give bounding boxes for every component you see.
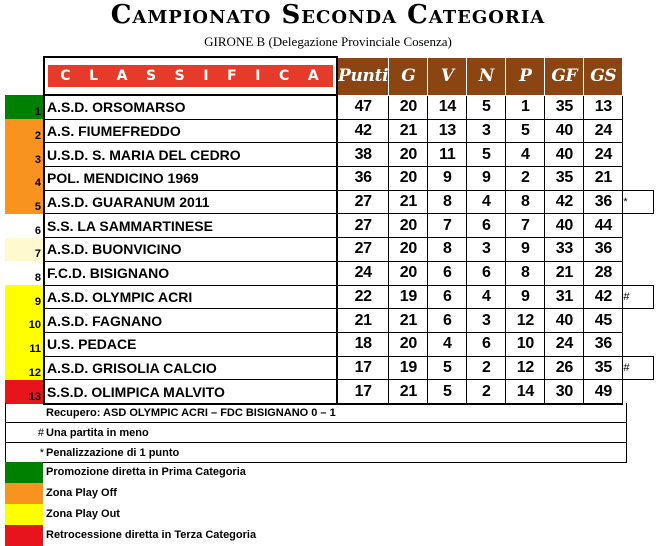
position-number: 1	[34, 106, 41, 119]
zone-color-cell	[5, 309, 44, 333]
stat-g: 21	[389, 190, 428, 214]
stat-g: 21	[389, 309, 428, 333]
stat-p: 12	[506, 356, 545, 380]
stat-g: 19	[389, 356, 428, 380]
zone-color-cell	[5, 356, 44, 380]
classifica-letter: S	[146, 68, 159, 84]
row-note-mark	[623, 332, 654, 356]
stat-punti: 42	[337, 119, 389, 143]
column-header-v: V	[428, 57, 467, 95]
stat-punti: 17	[337, 380, 389, 404]
stat-v: 5	[428, 380, 467, 404]
stat-gf: 40	[545, 309, 584, 333]
stat-g: 20	[389, 95, 428, 119]
stat-p: 7	[506, 214, 545, 238]
classifica-letter: I	[255, 68, 263, 84]
legend-swatch	[5, 462, 43, 483]
position-number: 6	[34, 224, 41, 237]
star-note	[5, 443, 627, 463]
zone-color-cell	[5, 261, 44, 285]
team-name: U.S. PEDACE	[44, 332, 337, 356]
stat-gf: 24	[545, 332, 584, 356]
classifica-letter: C	[279, 68, 292, 84]
stat-gs: 28	[584, 261, 623, 285]
position-number: 10	[28, 319, 41, 332]
table-row	[5, 238, 654, 262]
stat-p: 4	[506, 143, 545, 167]
stat-gf: 42	[545, 190, 584, 214]
table-row	[5, 95, 654, 119]
legend-item	[5, 483, 305, 503]
standings-table	[5, 56, 654, 405]
legend-swatch	[5, 525, 43, 546]
position-number: 13	[28, 390, 41, 403]
stat-p: 8	[506, 261, 545, 285]
zone-color-cell	[5, 332, 44, 356]
stat-gs: 44	[584, 214, 623, 238]
stat-gs: 24	[584, 119, 623, 143]
team-name: A.S. FIUMEFREDDO	[44, 119, 337, 143]
stat-g: 21	[389, 380, 428, 404]
stat-punti: 21	[337, 309, 389, 333]
stat-g: 20	[389, 261, 428, 285]
stat-punti: 47	[337, 95, 389, 119]
stat-gs: 36	[584, 190, 623, 214]
stat-gs: 35	[584, 356, 623, 380]
column-header-gf: GF	[545, 57, 584, 95]
table-row	[5, 190, 654, 214]
stat-punti: 27	[337, 190, 389, 214]
classifica-letter: A	[307, 68, 321, 84]
row-note-mark	[623, 95, 654, 119]
stat-g: 19	[389, 285, 428, 309]
zone-color-cell	[5, 214, 44, 238]
legend-item	[5, 462, 305, 482]
team-name: A.S.D. GUARANUM 2011	[44, 190, 337, 214]
stat-gs: 49	[584, 380, 623, 404]
page-subtitle: GIRONE B (Delegazione Provinciale Cosenza)	[204, 34, 452, 49]
position-number: 11	[29, 343, 41, 356]
row-note-mark: *	[623, 190, 654, 214]
position-number: 9	[34, 295, 41, 308]
classifica-letter: L	[89, 68, 101, 84]
table-row	[5, 261, 654, 285]
row-note-mark	[623, 380, 654, 404]
stat-gs: 45	[584, 309, 623, 333]
stat-v: 11	[428, 143, 467, 167]
header-spacer	[5, 57, 44, 95]
stat-punti: 38	[337, 143, 389, 167]
star-mark: *	[39, 447, 44, 459]
position-number: 7	[34, 248, 41, 261]
stat-v: 14	[428, 95, 467, 119]
stat-v: 8	[428, 238, 467, 262]
stat-n: 6	[467, 214, 506, 238]
legend-label: Retrocessione diretta in Terza Categoria	[46, 529, 257, 541]
header-note-spacer	[623, 57, 654, 95]
row-note-mark	[623, 167, 654, 191]
stat-gs: 13	[584, 95, 623, 119]
stat-v: 6	[428, 309, 467, 333]
stat-v: 4	[428, 332, 467, 356]
stat-p: 9	[506, 285, 545, 309]
stat-gs: 21	[584, 167, 623, 191]
stat-punti: 24	[337, 261, 389, 285]
stat-v: 8	[428, 190, 467, 214]
stat-gf: 21	[545, 261, 584, 285]
team-name: S.S.D. OLIMPICA MALVITO	[44, 380, 337, 404]
stat-v: 6	[428, 285, 467, 309]
stat-punti: 17	[337, 356, 389, 380]
position-number: 3	[34, 153, 41, 166]
legend-swatch	[5, 504, 43, 525]
stat-gf: 26	[545, 356, 584, 380]
stat-n: 9	[467, 167, 506, 191]
stat-gf: 35	[545, 167, 584, 191]
stat-p: 14	[506, 380, 545, 404]
stat-v: 6	[428, 261, 467, 285]
stat-n: 5	[467, 143, 506, 167]
classifica-letter: S	[174, 68, 187, 84]
legend-item	[5, 525, 305, 545]
stat-p: 8	[506, 190, 545, 214]
team-name: A.S.D. OLYMPIC ACRI	[44, 285, 337, 309]
zone-color-cell	[5, 167, 44, 191]
team-name: F.C.D. BISIGNANO	[44, 261, 337, 285]
legend-label: Promozione diretta in Prima Categoria	[46, 466, 246, 478]
stat-punti: 27	[337, 238, 389, 262]
table-row	[5, 309, 654, 333]
table-row	[5, 285, 654, 309]
classifica-banner	[48, 65, 333, 87]
table-header-row	[5, 57, 654, 95]
classifica-letter: C	[60, 68, 73, 84]
stat-n: 5	[467, 95, 506, 119]
column-header-p: P	[506, 57, 545, 95]
stat-g: 20	[389, 143, 428, 167]
legend-label: Zona Play Out	[46, 508, 120, 520]
zone-color-cell	[5, 238, 44, 262]
zone-color-cell	[5, 95, 44, 119]
recupero-text: Recupero: ASD OLYMPIC ACRI – FDC BISIGNANO 0 – 1	[46, 407, 336, 419]
stat-n: 3	[467, 309, 506, 333]
team-name: U.S.D. S. MARIA DEL CEDRO	[44, 143, 337, 167]
stat-g: 20	[389, 167, 428, 191]
table-row	[5, 332, 654, 356]
legend-label: Zona Play Off	[46, 487, 117, 499]
hash-note	[5, 423, 627, 443]
stat-v: 9	[428, 167, 467, 191]
stat-g: 20	[389, 332, 428, 356]
table-row	[5, 214, 654, 238]
classifica-letter: A	[116, 68, 130, 84]
stat-gs: 42	[584, 285, 623, 309]
stat-n: 2	[467, 380, 506, 404]
stat-p: 9	[506, 238, 545, 262]
team-name: A.S.D. ORSOMARSO	[44, 95, 337, 119]
hash-note-text: Una partita in meno	[46, 427, 149, 439]
stat-gf: 35	[545, 95, 584, 119]
table-row	[5, 167, 654, 191]
stat-v: 5	[428, 356, 467, 380]
stat-p: 10	[506, 332, 545, 356]
row-note-mark: #	[623, 356, 654, 380]
row-note-mark	[623, 261, 654, 285]
row-note-mark	[623, 309, 654, 333]
zone-color-cell	[5, 285, 44, 309]
position-number: 12	[28, 366, 41, 379]
stat-v: 7	[428, 214, 467, 238]
position-number: 5	[34, 200, 41, 213]
stat-p: 12	[506, 309, 545, 333]
team-name: POL. MENDICINO 1969	[44, 167, 337, 191]
zone-color-cell	[5, 119, 44, 143]
position-number: 4	[34, 177, 41, 190]
stat-gf: 31	[545, 285, 584, 309]
column-header-g: G	[389, 57, 428, 95]
stat-n: 2	[467, 356, 506, 380]
stat-n: 3	[467, 119, 506, 143]
stat-n: 4	[467, 190, 506, 214]
stat-gf: 40	[545, 143, 584, 167]
stat-g: 20	[389, 214, 428, 238]
stat-n: 6	[467, 332, 506, 356]
table-row	[5, 143, 654, 167]
zone-color-cell	[5, 143, 44, 167]
stat-n: 6	[467, 261, 506, 285]
star-note-text: Penalizzazione di 1 punto	[46, 447, 180, 459]
stat-g: 20	[389, 238, 428, 262]
row-note-mark	[623, 119, 654, 143]
column-header-n: N	[467, 57, 506, 95]
stat-p: 2	[506, 167, 545, 191]
classifica-banner-cell	[44, 57, 337, 95]
table-row	[5, 356, 654, 380]
stat-n: 4	[467, 285, 506, 309]
stat-gf: 40	[545, 119, 584, 143]
team-name: A.S.D. BUONVICINO	[44, 238, 337, 262]
legend-item	[5, 504, 305, 524]
position-number: 2	[34, 129, 41, 142]
hash-mark: #	[37, 427, 44, 439]
classifica-letter: I	[203, 68, 211, 84]
stat-v: 13	[428, 119, 467, 143]
table-row	[5, 119, 654, 143]
column-header-punti: Punti	[337, 57, 389, 95]
row-note-mark	[623, 238, 654, 262]
table-row	[5, 380, 654, 404]
classifica-letter: F	[227, 68, 239, 84]
stat-gs: 24	[584, 143, 623, 167]
stat-punti: 36	[337, 167, 389, 191]
stat-p: 1	[506, 95, 545, 119]
stat-gs: 36	[584, 332, 623, 356]
stat-punti: 18	[337, 332, 389, 356]
row-note-mark	[623, 143, 654, 167]
position-number: 8	[34, 272, 41, 284]
stat-g: 21	[389, 119, 428, 143]
row-note-mark: #	[623, 285, 654, 309]
stat-punti: 27	[337, 214, 389, 238]
column-header-gs: GS	[584, 57, 623, 95]
stat-n: 3	[467, 238, 506, 262]
stat-p: 5	[506, 119, 545, 143]
stat-punti: 22	[337, 285, 389, 309]
stat-gf: 30	[545, 380, 584, 404]
stat-gf: 33	[545, 238, 584, 262]
zone-color-cell	[5, 380, 44, 404]
page-title: Campionato Seconda Categoria	[110, 0, 546, 30]
legend-swatch	[5, 483, 43, 504]
team-name: S.S. LA SAMMARTINESE	[44, 214, 337, 238]
stat-gf: 40	[545, 214, 584, 238]
zone-color-cell	[5, 190, 44, 214]
recupero-note	[5, 403, 627, 423]
team-name: A.S.D. GRISOLIA CALCIO	[44, 356, 337, 380]
row-note-mark	[623, 214, 654, 238]
stat-gs: 36	[584, 238, 623, 262]
team-name: A.S.D. FAGNANO	[44, 309, 337, 333]
